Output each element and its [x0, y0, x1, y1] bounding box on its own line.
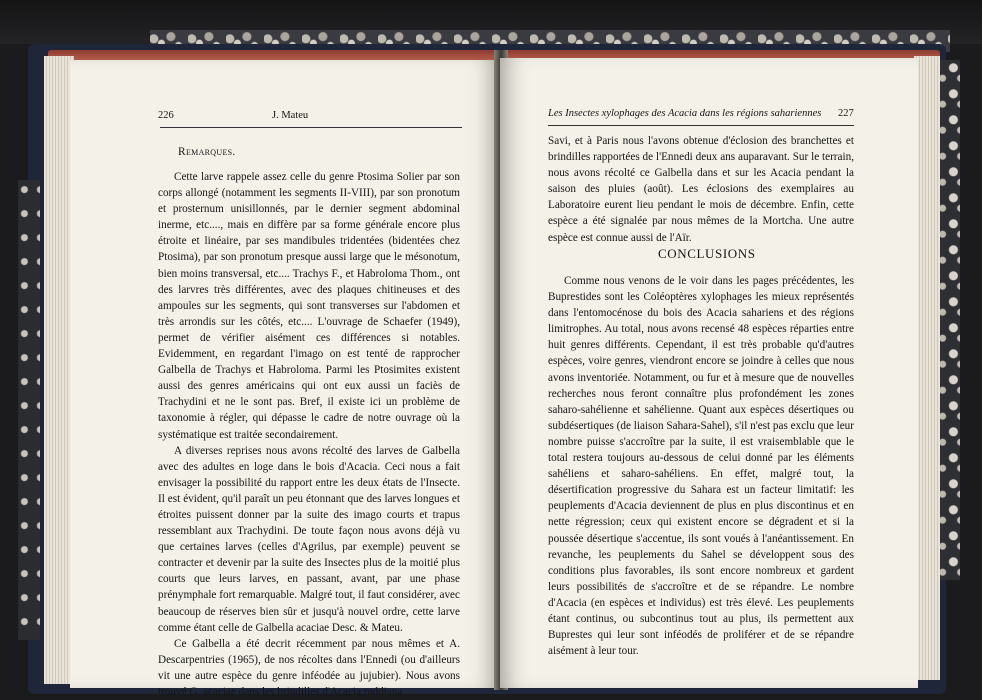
section-heading: Remarques. [178, 146, 236, 158]
header-rule [160, 127, 462, 128]
body-text [548, 273, 854, 659]
marbled-edge-left [18, 180, 40, 640]
running-head: Les Insectes xylophages des Acacia dans les régions sahariennes [548, 108, 822, 119]
page-number: 227 [838, 108, 854, 119]
paragraph: Ce Galbella a été decrit récemment par nous mêmes et A. Descarpentries (1965), de nos récoltes dans l'Ennedi (ou d'ailleurs vit une autre espèce du genre inféodée au jujubier). Nous avons trouvé G. acaciae dans les brindilles d'Acacia raddiana [158, 637, 460, 698]
header-rule [548, 125, 854, 126]
left-page [70, 60, 498, 698]
page-number: 226 [158, 110, 174, 121]
paragraph: Savi, et à Paris nous l'avons obtenue d'éclosion des branchettes et brindilles rapportées de l'Ennedi deux ans auparavant. Sur le terrain, nous avons récolté ce Galbella dans et sur les Acacia pendant la saison des pluies (août). Les éclosions des exemplaires au Laboratoire eurent lieu pendant le mois de décembre. Enfin, cette espèce a été signalée par nous mêmes de la Mortcha. Une autre espèce est connue aussi de l'Aïr. [548, 135, 854, 244]
intro-text [548, 133, 854, 246]
body-text [158, 169, 460, 700]
paragraph: Comme nous venons de le voir dans les pages précédentes, les Buprestides sont les Coléoptères xylophages les mieux représentés dans l'entomocénose du bois des Acacia sahariens et des régions limitrophes. Au total, nous avons recensé 48 espèces réparties entre huit genres différents. Cependant, il est très probable qu'd'autres espèces, voire genres, viendront encore se joindre à celles que nous avons inventoriée. Notamment, ou fur et à mesure que de nouvelles recherches nous feront connaître plus profondément les zones saharo-sahélienne et sahélienne. Quant aux espèces désertiques ou subdésertiques (de liaison Sahara-Sahel), s'il n'est pas exclu que leur nombre puisse s'accroître par la suite, il est vraisemblable que le total restera toujours au-dessous de celui donné par les éléments sahéliens et saharo-sahéliens. En effet, malgré tout, la désertification progressive du Sahara est un facteur limitatif: les peuplements d'Acacia deviennent de plus en plus discontinus et en nette régression; ceux qui existent encore se dégradent et si la poussée désertique s'accentue, ils sont voués à l'anéantissement. En revanche, les peuplements du Sahel se développent sous des conditions plus favorables, ils sont encore nombreux et gardent leurs possibilités de s'accroître et de se répandre. Le nombre d'Acacia (en espèces et individus) est très élevé. Les peuplements étant continus, ou subcontinus tout au plus, ils permettent aux Buprestes qui leur sont inféodés de proliférer et de se répandre aisément à leur tour. [548, 275, 855, 658]
paragraph: Cette larve rappele assez celle du genre Ptosima Solier par son corps allongé (notamment les segments II-VIII), par son pronotum et prosternum unisillonnés, par le dernier segment abdominal inerme, etc...., mais en diffère par sa forme générale encore plus étroite et linéaire, par ses mandibules tridentées (bidentées chez Ptosima), par son pronotum presque aussi large que le mésonotum, bien moins transversal, etc.... Trachys F., et Habroloma Thom., ont des larvres très différentes, avec des plaques chitineuses et des ampoules sur les segments, qui sont transverses sur l'abdomen et très arrondis sur les côtés, etc.... L'ouvrage de Schaefer (1949), permet de vérifier aisément ces différences si notables. Evidemment, en regardant l'imago on est tenté de rapprocher Galbella de Trachys et Habroloma. Parmi les Ptosimites existent aussi des genres américains qui ont eux aussi un faciès de Trachydini et ne le sont pas. Bref, il existe ici un problème de taxonomie à régler, qui dépasse le cadre de notre ouvrage où la systématique est traitée secondairement. [158, 171, 460, 441]
running-head: J. Mateu [272, 110, 309, 121]
section-heading: CONCLUSIONS [658, 246, 756, 261]
right-page [500, 58, 918, 688]
paragraph: A diverses reprises nous avons récolté des larves de Galbella avec des adultes en loge dans le bois d'Acacia. Ceci nous a fait envisager la possibilité du rapport entre les deux états de l'Insecte. Il est évident, qu'il paraît un peu étonnant que des larves longues et étroites puissent donner par la suite des imago courts et trapus ressemblant aux Trachydini. De toute façon nous avons déjà vu que certaines larves (celles d'Agrilus, par exemple) peuvent se contracter et devenir par la suite des Insectes plus de la moitié plus courts que leurs larves, en passant, avant, par une phase prénymphale fort remarquable. Malgré tout, il faut considérer, avec beaucoup de réserves bien sûr et jusqu'à nouvel ordre, cette larve comme étant celle de Galbella acaciae Desc. & Mateu. [158, 444, 460, 634]
